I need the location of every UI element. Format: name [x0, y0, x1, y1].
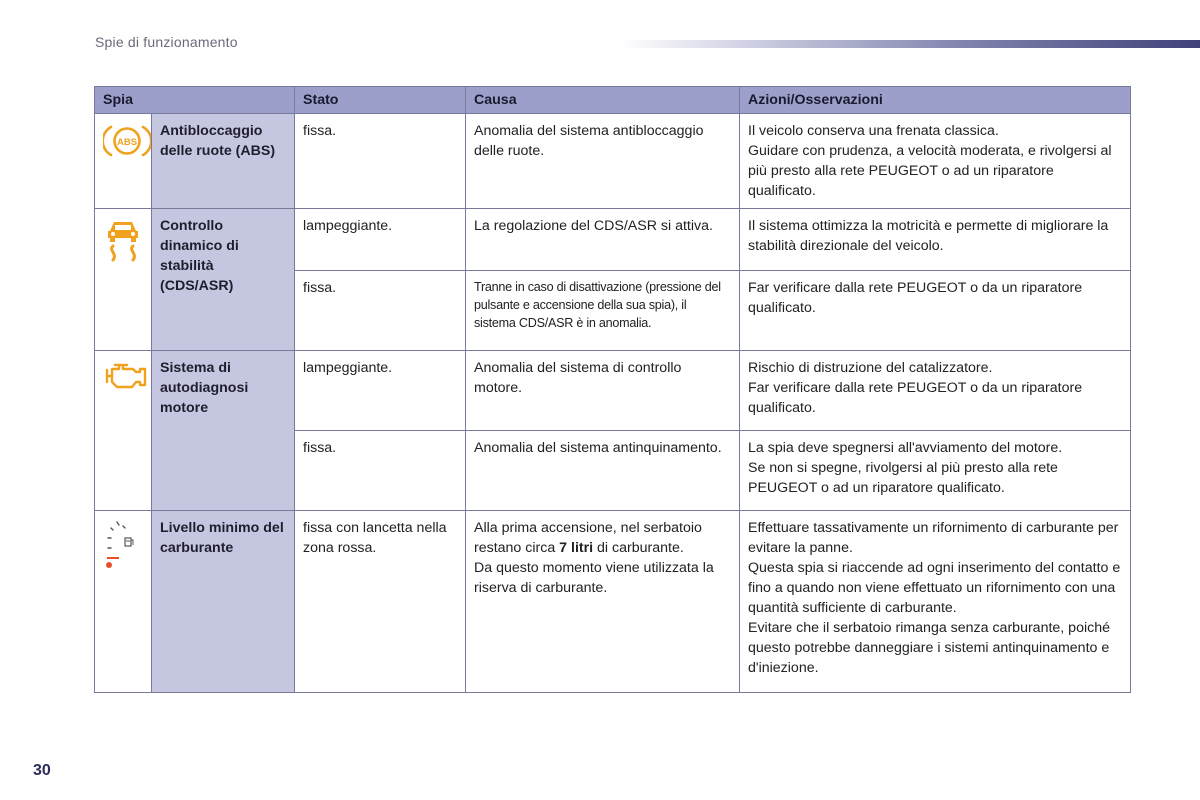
- azioni-line: Guidare con prudenza, a velocità moderata, e rivolgersi al più presto alla rete PEUGEOT o ad un riparatore qualificato.: [748, 143, 1112, 199]
- engine-check-icon: [103, 358, 143, 400]
- azioni-cell: [740, 271, 1131, 351]
- azioni-cell: [740, 511, 1131, 693]
- azioni-line: Il sistema ottimizza la motricità e permette di migliorare la stabilità direzionale del veicolo.: [748, 218, 1109, 254]
- stato-cell: fissa.: [295, 114, 466, 209]
- azioni-line: La spia deve spegnersi all'avviamento del motore.: [748, 440, 1063, 456]
- causa-line: Da questo momento viene utilizzata la riserva di carburante.: [474, 560, 714, 596]
- causa-cell: Anomalia del sistema di controllo motore.: [466, 351, 740, 431]
- icon-cell: [95, 351, 152, 511]
- warning-name: Livello minimo del carburante: [152, 511, 295, 693]
- column-header-spia: Spia: [95, 87, 295, 114]
- azioni-cell: [740, 431, 1131, 511]
- fuel-gauge-icon: [103, 518, 143, 580]
- azioni-line: Effettuare tassativamente un rifornimento di carburante per evitare la panne.: [748, 520, 1119, 556]
- table-row: [95, 209, 1131, 271]
- causa-bold-text: 7 litri: [559, 540, 594, 556]
- azioni-line: Il veicolo conserva una frenata classica.: [748, 123, 999, 139]
- azioni-line: Se non si spegne, rivolgersi al più presto alla rete PEUGEOT o ad un riparatore qualificato.: [748, 460, 1058, 496]
- table-row: [95, 351, 1131, 431]
- stato-cell: fissa.: [295, 271, 466, 351]
- stato-cell: lampeggiante.: [295, 351, 466, 431]
- azioni-line: Far verificare dalla rete PEUGEOT o da un riparatore qualificato.: [748, 380, 1083, 416]
- azioni-cell: [740, 114, 1131, 209]
- table-row: [95, 511, 1131, 693]
- azioni-line: Evitare che il serbatoio rimanga senza carburante, poiché questo potrebbe danneggiare i sistemi antinquinamento e d'iniezione.: [748, 620, 1110, 676]
- stato-cell: fissa.: [295, 431, 466, 511]
- causa-cell: Anomalia del sistema antibloccaggio delle ruote.: [466, 114, 740, 209]
- icon-cell: [95, 209, 152, 351]
- stability-control-icon: [103, 216, 143, 272]
- icon-cell: [95, 114, 152, 209]
- warning-lights-table: [94, 86, 1131, 693]
- page-header-title: Spie di funzionamento: [95, 34, 238, 50]
- causa-text: di carburante.: [593, 540, 684, 556]
- column-header-stato: Stato: [295, 87, 466, 114]
- azioni-line: Far verificare dalla rete PEUGEOT o da un riparatore qualificato.: [748, 280, 1083, 316]
- header-decoration-bar: [620, 40, 1200, 48]
- azioni-cell: [740, 351, 1131, 431]
- page-number: 30: [33, 762, 51, 779]
- azioni-cell: [740, 209, 1131, 271]
- causa-cell: Anomalia del sistema antinquinamento.: [466, 431, 740, 511]
- column-header-azioni: Azioni/Osservazioni: [740, 87, 1131, 114]
- causa-cell: Tranne in caso di disattivazione (pressione del pulsante e accensione della sua spia), il sistema CDS/ASR è in anomalia.: [466, 271, 740, 351]
- svg-text:ABS: ABS: [116, 137, 138, 148]
- stato-cell: lampeggiante.: [295, 209, 466, 271]
- stato-cell: fissa con lancetta nella zona rossa.: [295, 511, 466, 693]
- table-row: [95, 114, 1131, 209]
- column-header-causa: Causa: [466, 87, 740, 114]
- table-header-row: [95, 87, 1131, 114]
- causa-text: Alla prima accensione, nel serbatoio restano circa: [474, 520, 702, 556]
- abs-warning-icon: [103, 121, 143, 167]
- azioni-line: Rischio di distruzione del catalizzatore.: [748, 360, 993, 376]
- warning-name: Sistema di autodiagnosi motore: [152, 351, 295, 511]
- warning-name: Antibloccaggio delle ruote (ABS): [152, 114, 295, 209]
- warning-name: Controllo dinamico di stabilità (CDS/ASR): [152, 209, 295, 351]
- causa-cell: La regolazione del CDS/ASR si attiva.: [466, 209, 740, 271]
- azioni-line: Questa spia si riaccende ad ogni inserimento del contatto e fino a quando non viene effettuato un rifornimento con una quantità sufficiente di carburante.: [748, 560, 1121, 616]
- causa-cell: [466, 511, 740, 693]
- causa-line: [474, 518, 731, 558]
- icon-cell: [95, 511, 152, 693]
